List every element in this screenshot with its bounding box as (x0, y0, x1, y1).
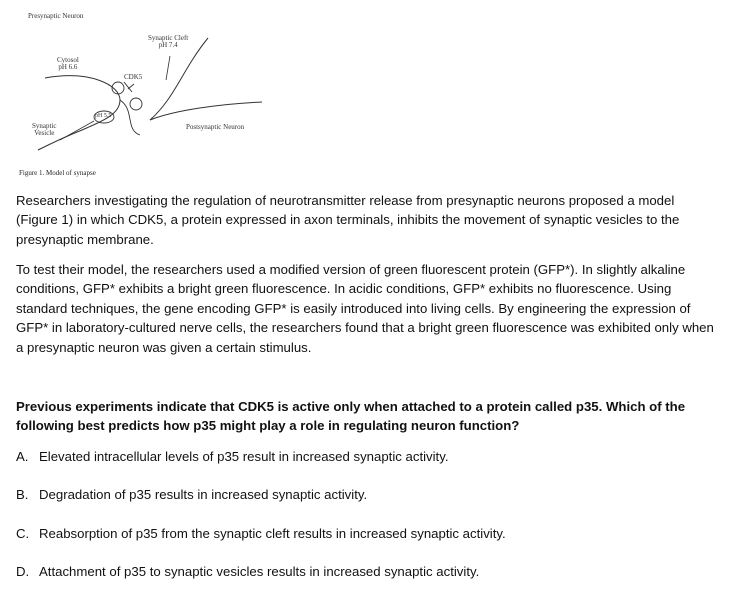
option-text: Reabsorption of p35 from the synaptic cleft results in increased synaptic activity. (39, 526, 506, 541)
option-text: Attachment of p35 to synaptic vesicles results in increased synaptic activity. (39, 564, 480, 579)
label-postsynaptic-neuron: Postsynaptic Neuron (186, 123, 245, 131)
label-synaptic-vesicle-line1: Synaptic (32, 122, 57, 130)
label-cytosol-title: Cytosol (57, 56, 79, 64)
label-synaptic-cleft (148, 35, 188, 50)
answer-option-a[interactable] (16, 449, 449, 464)
label-cleft-ph: pH 7.4 (158, 41, 178, 50)
cdk5-inhibition-bar (128, 84, 134, 89)
label-presynaptic-neuron: Presynaptic Neuron (28, 12, 84, 20)
option-letter: A. (16, 449, 29, 464)
postsynaptic-membrane-lower (150, 102, 262, 120)
label-cytosol (57, 57, 79, 72)
answer-option-d[interactable] (16, 564, 479, 579)
option-letter: C. (16, 526, 30, 541)
label-vesicle-ph: pH 5.5 (95, 113, 112, 119)
synapse-figure (0, 0, 300, 185)
figure-caption: Figure 1. Model of synapse (19, 169, 96, 177)
synapse-diagram (0, 0, 300, 185)
answer-option-c[interactable] (16, 526, 506, 541)
option-letter: B. (16, 487, 29, 502)
label-synaptic-vesicle (32, 123, 57, 138)
option-letter: D. (16, 564, 30, 579)
label-cytosol-ph: pH 6.6 (58, 63, 78, 72)
option-text: Degradation of p35 results in increased synaptic activity. (39, 487, 368, 502)
vesicle-2 (130, 98, 142, 110)
label-synaptic-vesicle-line2: Vesicle (34, 129, 55, 138)
question-prompt: Previous experiments indicate that CDK5 is active only when attached to a protein called p35. Which of the following best predicts how p35 might play a role in regulating neuron function? (16, 399, 686, 434)
vesicle-leader-line (60, 121, 94, 140)
label-cleft-title: Synaptic Cleft (148, 34, 189, 42)
passage-paragraph-2: To test their model, the researchers used a modified version of green fluorescent protein (GFP*). In slightly alkaline conditions, GFP* exhibits a bright green fluorescence. In acidic conditions, GFP* exhibits no fluorescence. Using standard techniques, the gene encoding GFP* is easily introduced into living cells. By engineering the expression of GFP* in laboratory-cultured nerve cells, the researchers found that a bright green fluorescence was exhibited only when a presynaptic neuron was given a certain stimulus. (16, 262, 714, 355)
option-text: Elevated intracellular levels of p35 result in increased synaptic activity. (39, 449, 449, 464)
answer-option-b[interactable] (16, 487, 367, 502)
label-cdk5: CDK5 (124, 73, 143, 81)
passage-paragraph-1: Researchers investigating the regulation of neurotransmitter release from presynaptic neurons proposed a model (Figure 1) in which CDK5, a protein expressed in axon terminals, inhibits the movement of synaptic vesicles to the presynaptic membrane. (16, 193, 680, 247)
cleft-leader-line (166, 56, 170, 80)
